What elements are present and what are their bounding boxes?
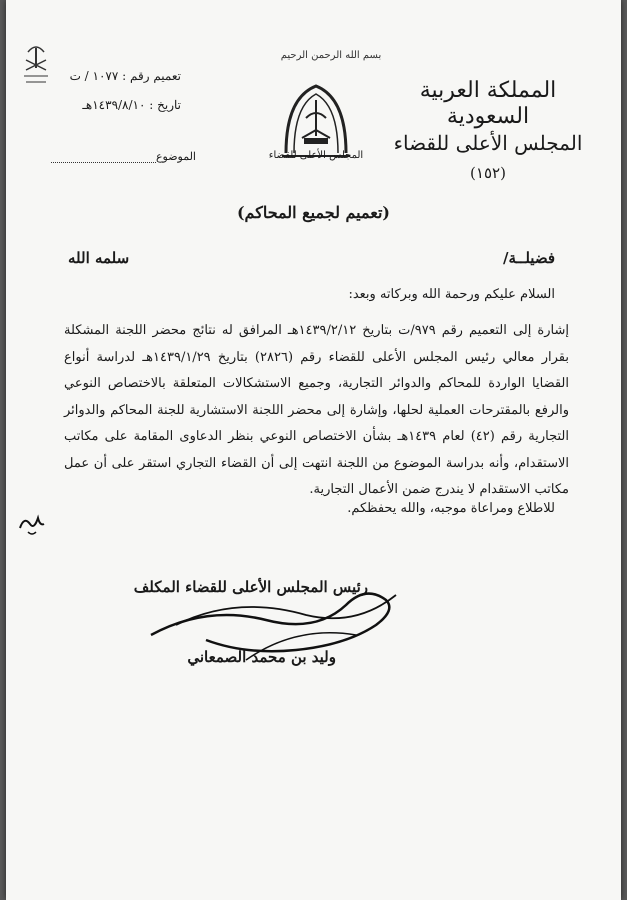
- body-paragraph: إشارة إلى التعميم رقم ٩٧٩/ت بتاريخ ١٤٣٩/٢/١٢هـ المرافق له نتائج محضر اللجنة المشكلة بقرار معالي رئيس المجلس الأعلى للقضاء رقم (٢٨٢٦) بتاريخ ١٤٣٩/١/٢٩هـ لدراسة أنواع القضايا الواردة للمحاكم والدوائر التجارية، وجميع الاستشكالات المتعلقة بالاختصاص النوعي والرفع بالمقترحات العملية لحلها، وإشارة إلى محضر اللجنة الاستشارية للجنة المحاكم والدوائر التجارية رقم (٤٢) لعام ١٤٣٩هـ بشأن الاختصاص النوعي بنظر الدعاوى المقامة على مكاتب الاستقدام، وأنه بدراسة الموضوع من اللجنة انتهت إلى أن القضاء التجاري استقر على أن عمل مكاتب الاستقدام لا يندرج ضمن الأعمال التجارية.: [64, 323, 569, 497]
- kingdom-name: المملكة العربية السعودية: [419, 78, 557, 129]
- addressee: فضيلــة/: [503, 249, 555, 267]
- document-title: (تعميم لجميع المحاكم): [236, 203, 390, 222]
- handwritten-initials-icon: [16, 510, 46, 538]
- basmala: بسم الله الرحمن الرحيم: [280, 50, 382, 61]
- office-code: (١٥٢): [470, 164, 506, 182]
- circular-date: تاريخ : ١٤٣٩/٨/١٠هـ: [82, 98, 181, 112]
- closing-line: للاطلاع ومراعاة موجبه، والله يحفظكم.: [347, 501, 555, 516]
- council-name: المجلس الأعلى للقضاء: [393, 131, 583, 155]
- signatory-name: وليد بن محمد الصمعاني: [187, 648, 336, 666]
- subject-label: الموضوع: [155, 150, 196, 163]
- subject-dots: [51, 162, 156, 163]
- letterhead-right: [383, 78, 593, 182]
- greeting: السلام عليكم ورحمة الله وبركاته وبعد:: [348, 287, 555, 302]
- emblem-caption: المجلس الأعلى للقضاء: [268, 150, 364, 161]
- addressee-blessing: سلمه الله: [68, 249, 130, 267]
- document-page: [6, 0, 621, 900]
- subject-line: [46, 150, 196, 163]
- circular-number: تعميم رقم : ١٠٧٧ / ت: [69, 69, 181, 83]
- signatory-title: رئيس المجلس الأعلى للقضاء المكلف: [133, 578, 368, 596]
